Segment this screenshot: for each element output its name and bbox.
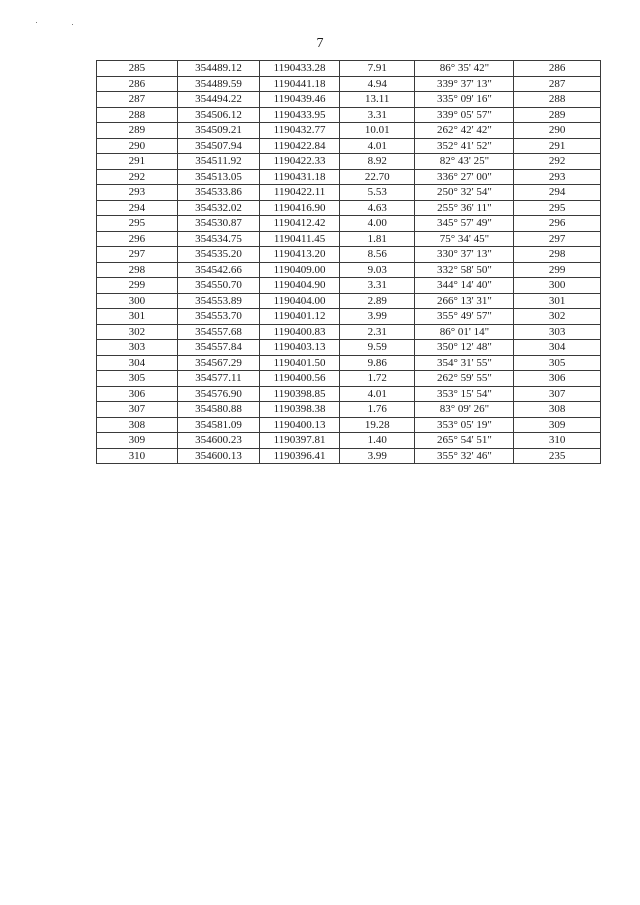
x-coordinate-cell: 354557.68 (177, 324, 260, 340)
x-coordinate-cell: 354507.94 (177, 138, 260, 154)
table-row (97, 138, 601, 154)
length-cell: 1.76 (339, 402, 415, 418)
length-cell: 9.86 (339, 355, 415, 371)
x-coordinate-cell: 354530.87 (177, 216, 260, 232)
length-cell: 3.99 (339, 448, 415, 464)
x-coordinate-cell: 354600.13 (177, 448, 260, 464)
point-number-cell: 298 (97, 262, 178, 278)
length-cell: 4.01 (339, 138, 415, 154)
y-coordinate-cell: 1190416.90 (260, 200, 340, 216)
length-cell: 7.91 (339, 61, 415, 77)
length-cell: 2.89 (339, 293, 415, 309)
next-point-cell: 235 (514, 448, 601, 464)
next-point-cell: 307 (514, 386, 601, 402)
x-coordinate-cell: 354532.02 (177, 200, 260, 216)
next-point-cell: 298 (514, 247, 601, 263)
length-cell: 22.70 (339, 169, 415, 185)
point-number-cell: 307 (97, 402, 178, 418)
length-cell: 4.94 (339, 76, 415, 92)
next-point-cell: 308 (514, 402, 601, 418)
point-number-cell: 305 (97, 371, 178, 387)
point-number-cell: 303 (97, 340, 178, 356)
table-row (97, 200, 601, 216)
next-point-cell: 300 (514, 278, 601, 294)
length-cell: 9.03 (339, 262, 415, 278)
y-coordinate-cell: 1190398.85 (260, 386, 340, 402)
length-cell: 8.56 (339, 247, 415, 263)
x-coordinate-cell: 354534.75 (177, 231, 260, 247)
point-number-cell: 290 (97, 138, 178, 154)
next-point-cell: 309 (514, 417, 601, 433)
point-number-cell: 309 (97, 433, 178, 449)
point-number-cell: 296 (97, 231, 178, 247)
next-point-cell: 293 (514, 169, 601, 185)
point-number-cell: 292 (97, 169, 178, 185)
table-row (97, 293, 601, 309)
table-row (97, 433, 601, 449)
length-cell: 3.31 (339, 278, 415, 294)
next-point-cell: 292 (514, 154, 601, 170)
point-number-cell: 301 (97, 309, 178, 325)
next-point-cell: 296 (514, 216, 601, 232)
x-coordinate-cell: 354489.59 (177, 76, 260, 92)
point-number-cell: 294 (97, 200, 178, 216)
y-coordinate-cell: 1190422.33 (260, 154, 340, 170)
next-point-cell: 299 (514, 262, 601, 278)
direction-angle-cell: 255° 36' 11" (415, 200, 514, 216)
y-coordinate-cell: 1190413.20 (260, 247, 340, 263)
next-point-cell: 289 (514, 107, 601, 123)
table-row (97, 61, 601, 77)
point-number-cell: 308 (97, 417, 178, 433)
table-row (97, 386, 601, 402)
y-coordinate-cell: 1190412.42 (260, 216, 340, 232)
length-cell: 13.11 (339, 92, 415, 108)
x-coordinate-cell: 354494.22 (177, 92, 260, 108)
y-coordinate-cell: 1190401.50 (260, 355, 340, 371)
y-coordinate-cell: 1190433.95 (260, 107, 340, 123)
direction-angle-cell: 353° 15' 54" (415, 386, 514, 402)
y-coordinate-cell: 1190400.56 (260, 371, 340, 387)
length-cell: 5.53 (339, 185, 415, 201)
length-cell: 4.00 (339, 216, 415, 232)
direction-angle-cell: 75° 34' 45" (415, 231, 514, 247)
y-coordinate-cell: 1190404.90 (260, 278, 340, 294)
direction-angle-cell: 353° 05' 19" (415, 417, 514, 433)
x-coordinate-cell: 354506.12 (177, 107, 260, 123)
y-coordinate-cell: 1190400.13 (260, 417, 340, 433)
direction-angle-cell: 339° 05' 57" (415, 107, 514, 123)
direction-angle-cell: 265° 54' 51" (415, 433, 514, 449)
length-cell: 4.63 (339, 200, 415, 216)
table-row (97, 371, 601, 387)
direction-angle-cell: 355° 32' 46" (415, 448, 514, 464)
y-coordinate-cell: 1190431.18 (260, 169, 340, 185)
table-row (97, 309, 601, 325)
x-coordinate-cell: 354533.86 (177, 185, 260, 201)
length-cell: 1.81 (339, 231, 415, 247)
y-coordinate-cell: 1190439.46 (260, 92, 340, 108)
table-row (97, 92, 601, 108)
point-number-cell: 295 (97, 216, 178, 232)
x-coordinate-cell: 354550.70 (177, 278, 260, 294)
x-coordinate-cell: 354509.21 (177, 123, 260, 139)
next-point-cell: 306 (514, 371, 601, 387)
length-cell: 9.59 (339, 340, 415, 356)
table-row (97, 448, 601, 464)
length-cell: 19.28 (339, 417, 415, 433)
table-row (97, 154, 601, 170)
point-number-cell: 310 (97, 448, 178, 464)
next-point-cell: 294 (514, 185, 601, 201)
next-point-cell: 310 (514, 433, 601, 449)
direction-angle-cell: 345° 57' 49" (415, 216, 514, 232)
direction-angle-cell: 344° 14' 40" (415, 278, 514, 294)
table-row (97, 185, 601, 201)
y-coordinate-cell: 1190422.84 (260, 138, 340, 154)
next-point-cell: 286 (514, 61, 601, 77)
point-number-cell: 286 (97, 76, 178, 92)
direction-angle-cell: 86° 35' 42" (415, 61, 514, 77)
direction-angle-cell: 82° 43' 25" (415, 154, 514, 170)
next-point-cell: 295 (514, 200, 601, 216)
table-row (97, 247, 601, 263)
table-row (97, 417, 601, 433)
x-coordinate-cell: 354553.70 (177, 309, 260, 325)
y-coordinate-cell: 1190432.77 (260, 123, 340, 139)
x-coordinate-cell: 354513.05 (177, 169, 260, 185)
length-cell: 1.72 (339, 371, 415, 387)
x-coordinate-cell: 354557.84 (177, 340, 260, 356)
point-number-cell: 304 (97, 355, 178, 371)
y-coordinate-cell: 1190403.13 (260, 340, 340, 356)
next-point-cell: 290 (514, 123, 601, 139)
y-coordinate-cell: 1190397.81 (260, 433, 340, 449)
table-row (97, 324, 601, 340)
page-number: 7 (316, 36, 324, 51)
length-cell: 3.31 (339, 107, 415, 123)
table-row (97, 107, 601, 123)
length-cell: 8.92 (339, 154, 415, 170)
scan-specks (36, 18, 96, 28)
x-coordinate-cell: 354600.23 (177, 433, 260, 449)
y-coordinate-cell: 1190409.00 (260, 262, 340, 278)
next-point-cell: 302 (514, 309, 601, 325)
table-row (97, 402, 601, 418)
table-row (97, 355, 601, 371)
x-coordinate-cell: 354581.09 (177, 417, 260, 433)
point-number-cell: 289 (97, 123, 178, 139)
next-point-cell: 297 (514, 231, 601, 247)
direction-angle-cell: 350° 12' 48" (415, 340, 514, 356)
x-coordinate-cell: 354567.29 (177, 355, 260, 371)
y-coordinate-cell: 1190411.45 (260, 231, 340, 247)
length-cell: 1.40 (339, 433, 415, 449)
y-coordinate-cell: 1190433.28 (260, 61, 340, 77)
x-coordinate-cell: 354489.12 (177, 61, 260, 77)
coordinates-table (96, 60, 601, 464)
direction-angle-cell: 86° 01' 14" (415, 324, 514, 340)
y-coordinate-cell: 1190441.18 (260, 76, 340, 92)
x-coordinate-cell: 354535.20 (177, 247, 260, 263)
x-coordinate-cell: 354576.90 (177, 386, 260, 402)
table-row (97, 123, 601, 139)
y-coordinate-cell: 1190400.83 (260, 324, 340, 340)
point-number-cell: 306 (97, 386, 178, 402)
point-number-cell: 285 (97, 61, 178, 77)
direction-angle-cell: 250° 32' 54" (415, 185, 514, 201)
direction-angle-cell: 335° 09' 16" (415, 92, 514, 108)
table-row (97, 278, 601, 294)
point-number-cell: 297 (97, 247, 178, 263)
point-number-cell: 293 (97, 185, 178, 201)
direction-angle-cell: 262° 59' 55" (415, 371, 514, 387)
y-coordinate-cell: 1190404.00 (260, 293, 340, 309)
table-row (97, 216, 601, 232)
x-coordinate-cell: 354580.88 (177, 402, 260, 418)
x-coordinate-cell: 354511.92 (177, 154, 260, 170)
x-coordinate-cell: 354542.66 (177, 262, 260, 278)
table-row (97, 169, 601, 185)
direction-angle-cell: 262° 42' 42" (415, 123, 514, 139)
direction-angle-cell: 330° 37' 13" (415, 247, 514, 263)
y-coordinate-cell: 1190396.41 (260, 448, 340, 464)
direction-angle-cell: 352° 41' 52" (415, 138, 514, 154)
y-coordinate-cell: 1190422.11 (260, 185, 340, 201)
direction-angle-cell: 339° 37' 13" (415, 76, 514, 92)
point-number-cell: 291 (97, 154, 178, 170)
length-cell: 3.99 (339, 309, 415, 325)
next-point-cell: 301 (514, 293, 601, 309)
table-row (97, 231, 601, 247)
point-number-cell: 288 (97, 107, 178, 123)
point-number-cell: 299 (97, 278, 178, 294)
point-number-cell: 300 (97, 293, 178, 309)
y-coordinate-cell: 1190398.38 (260, 402, 340, 418)
point-number-cell: 287 (97, 92, 178, 108)
length-cell: 4.01 (339, 386, 415, 402)
point-number-cell: 302 (97, 324, 178, 340)
next-point-cell: 304 (514, 340, 601, 356)
direction-angle-cell: 355° 49' 57" (415, 309, 514, 325)
y-coordinate-cell: 1190401.12 (260, 309, 340, 325)
next-point-cell: 303 (514, 324, 601, 340)
table-row (97, 76, 601, 92)
next-point-cell: 287 (514, 76, 601, 92)
direction-angle-cell: 354° 31' 55" (415, 355, 514, 371)
next-point-cell: 305 (514, 355, 601, 371)
x-coordinate-cell: 354577.11 (177, 371, 260, 387)
table-row (97, 262, 601, 278)
next-point-cell: 291 (514, 138, 601, 154)
x-coordinate-cell: 354553.89 (177, 293, 260, 309)
direction-angle-cell: 336° 27' 00" (415, 169, 514, 185)
table-row (97, 340, 601, 356)
length-cell: 10.01 (339, 123, 415, 139)
length-cell: 2.31 (339, 324, 415, 340)
direction-angle-cell: 266° 13' 31" (415, 293, 514, 309)
direction-angle-cell: 332° 58' 50" (415, 262, 514, 278)
coordinates-table-body (97, 61, 601, 464)
direction-angle-cell: 83° 09' 26" (415, 402, 514, 418)
next-point-cell: 288 (514, 92, 601, 108)
